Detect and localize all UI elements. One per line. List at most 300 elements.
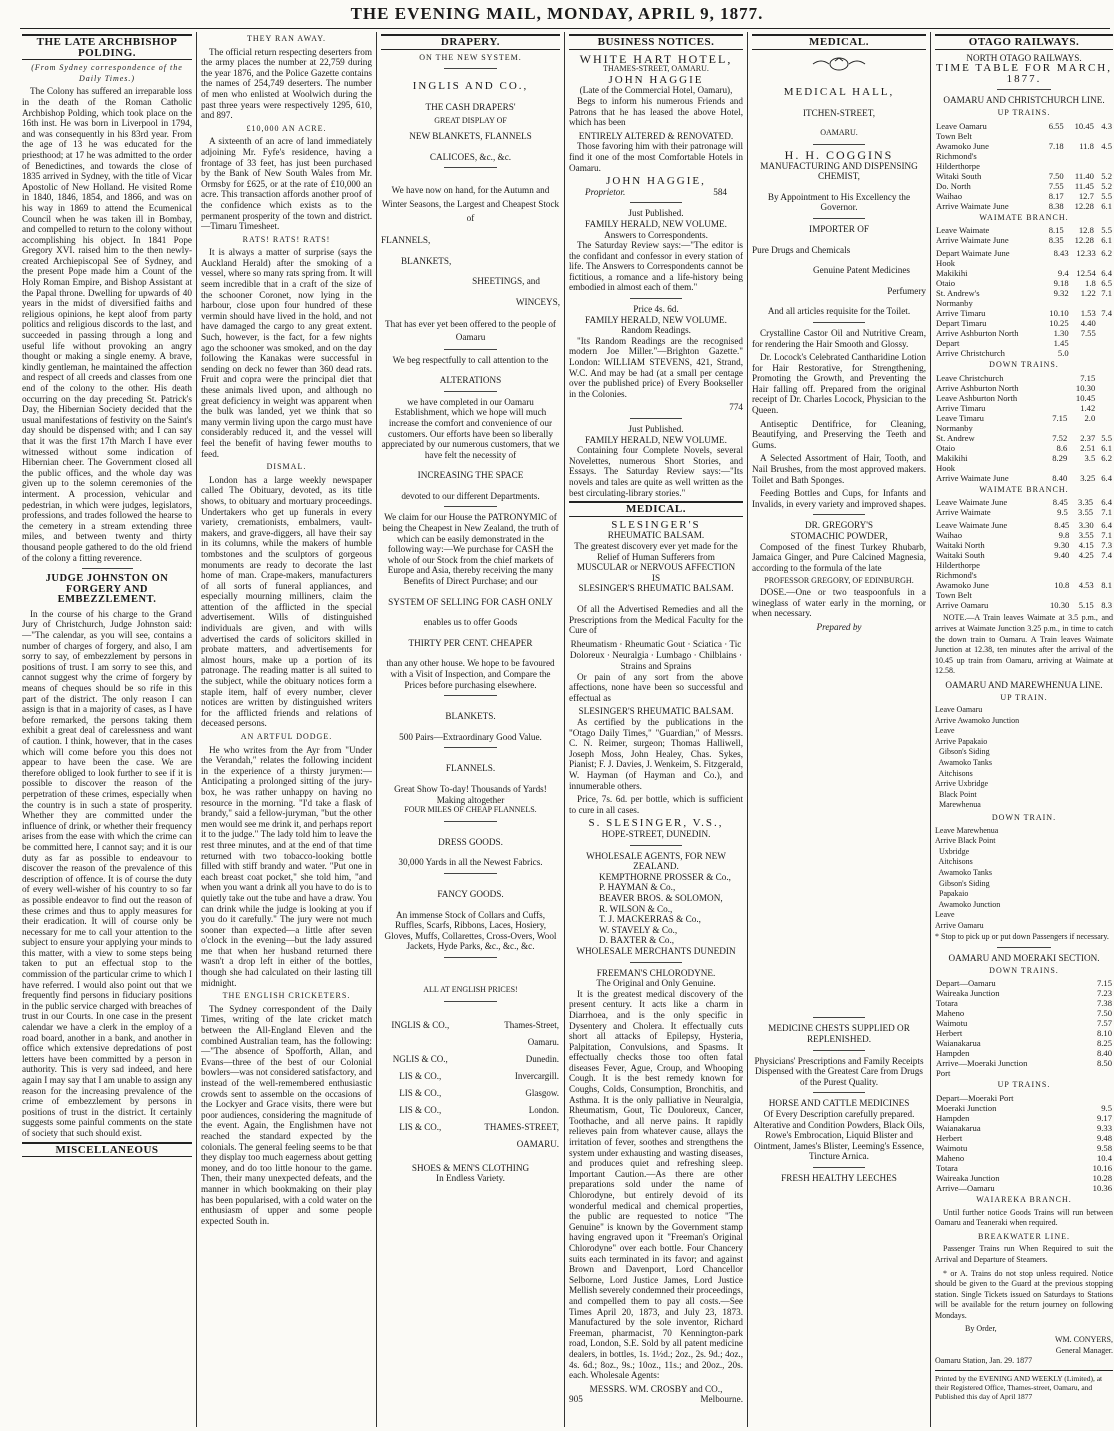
departure-time: 9.8	[1058, 530, 1070, 541]
departure-time: 6.1	[1101, 200, 1112, 211]
timetable-down	[935, 373, 1113, 483]
station-list	[935, 826, 1113, 932]
divider	[813, 1050, 865, 1051]
ad-title: MEDICINE CHESTS SUPPLIED OR REPLENISHED.	[768, 1023, 910, 1044]
timetable-row	[935, 1163, 1113, 1173]
section-heading-railways: OTAGO RAILWAYS.	[935, 34, 1113, 50]
timetable-row	[935, 151, 1113, 161]
departure-time: 1.45	[1053, 338, 1069, 349]
divider	[444, 506, 498, 507]
departure-time: 6.4	[1101, 268, 1112, 279]
station-name: Awamoko Tanks	[935, 758, 992, 768]
branch-name: WAIMATE BRANCH.	[979, 212, 1069, 222]
timetable-row	[935, 988, 1113, 998]
timetable-row	[935, 570, 1113, 580]
departure-time: 7.1	[1101, 507, 1112, 518]
ad-line: PROFESSOR GREGORY, OF EDINBURGH.	[764, 576, 914, 586]
departure-time	[1095, 570, 1113, 580]
departure-time: 7.52	[1052, 432, 1068, 443]
departure-time: 10.45	[1075, 392, 1096, 403]
station-name: Black Point	[935, 789, 977, 799]
ad-text: We beg respectfully to call attention to the	[392, 354, 549, 365]
source-note: (From Sydney correspondence of the Daily Times.)	[31, 63, 183, 83]
royal-arms-icon	[809, 57, 869, 71]
ad-line: 500 Pairs—Extraordinary Good Value.	[399, 731, 542, 742]
divider	[813, 322, 865, 323]
divider	[813, 1167, 865, 1168]
ad-text: By Appointment to His Excellency the Governor.	[767, 191, 911, 213]
ad-line: And all articles requisite for the Toilet.	[767, 306, 911, 317]
departure-time	[1070, 338, 1097, 348]
line-name: OAMARU AND MAREWHENUA LINE.	[945, 679, 1103, 690]
timetable-row	[935, 1048, 1113, 1058]
divider	[813, 218, 865, 219]
timetable-row	[935, 181, 1113, 191]
departure-time: 7.3	[1101, 540, 1112, 551]
ad-title: FREEMAN'S CHLORODYNE.	[596, 967, 716, 978]
departure-time	[1046, 423, 1068, 433]
ad-line: FLANNELS,	[381, 235, 431, 246]
ad-title: WHOLESALE AGENTS, FOR NEW ZEALAND.	[586, 850, 726, 872]
station-name: Depart Timaru	[936, 318, 987, 329]
departure-time: 7.50	[1096, 1008, 1112, 1019]
station-date: Oamaru Station, Jan. 29. 1877	[935, 1356, 1033, 1366]
station-name: Leave Waimate	[936, 225, 990, 236]
departure-time: 12.8	[1078, 225, 1094, 236]
ad-line: ALTERATIONS	[439, 375, 502, 386]
ad-line: FANCY GOODS.	[437, 888, 504, 899]
departure-time: 4.25	[1078, 550, 1094, 561]
branch-name: INGLIS & CO.,	[391, 1019, 450, 1030]
divider	[630, 202, 682, 203]
branch-name: LIS & CO.,	[399, 1104, 442, 1115]
departure-time	[1097, 338, 1113, 348]
proprietor-note: (Late of the Commercial Hotel, Oamaru),	[579, 85, 733, 96]
station-name: Arrive Timaru	[936, 308, 986, 319]
hotel-name: WHITE HART HOTEL,	[579, 51, 733, 66]
departure-time: 8.35	[1048, 235, 1064, 246]
branch-row	[381, 1051, 560, 1068]
departure-time	[1097, 318, 1113, 328]
timetable-row	[935, 318, 1113, 328]
station-name: Leave Christchurch	[936, 372, 1004, 383]
departure-time	[1046, 373, 1068, 383]
station-name: Gibson's Siding	[935, 878, 990, 888]
ad-text: Of Every Description carefully prepared. Alterative and Condition Powders, Black Oils, Rowe's Embrocation, Liquid Blister and Ointment, James's Blister, Leeming's Essence, Tincture Arnica.	[753, 1108, 925, 1162]
ad-line: NEW BLANKETS, FLANNELS	[409, 130, 532, 141]
column-business	[569, 32, 743, 1427]
departure-time: 11.8	[1079, 140, 1094, 151]
headline-dismal: DISMAL.	[266, 462, 307, 472]
station-name: Makikihi	[936, 268, 968, 279]
timetable-row	[935, 1068, 1113, 1078]
departure-time: 5.0	[1057, 348, 1069, 359]
departure-time	[1097, 348, 1113, 358]
departure-time	[1096, 383, 1113, 393]
departure-time: 7.18	[1048, 140, 1064, 151]
ad-line: enables us to offer Goods	[423, 617, 518, 628]
departure-time	[1068, 423, 1096, 433]
station-name: Arrive Black Point	[935, 836, 996, 846]
timetable-waimate-2	[935, 497, 1113, 517]
agent-item: BEAVER BROS. & SOLOMON,	[599, 892, 723, 903]
departure-time: 1.8	[1085, 278, 1096, 289]
departure-time: 7.38	[1096, 998, 1112, 1009]
branch-name: LIS & CO.,	[399, 1070, 442, 1081]
departure-time: 9.40	[1054, 550, 1070, 561]
station-list	[935, 705, 1113, 811]
imprint: Printed by the EVENING AND WEEKLY (Limited), at their Registered Office, Thames-street, Oamaru, and Published this day of April 1877	[935, 1373, 1103, 1401]
station-name: Totara	[936, 998, 958, 1009]
station-name: Arrive—Oamaru	[936, 1182, 995, 1193]
station-name: Leave Ashburton North	[936, 392, 1018, 403]
timetable-row	[935, 268, 1113, 278]
timetable-row	[935, 560, 1113, 570]
station-name: Waimotu	[936, 1018, 968, 1029]
ad-line: OAMARU.	[820, 128, 858, 138]
station-name: Awamoko June	[936, 580, 989, 591]
station-name: Arrive Papakaio	[935, 736, 988, 746]
station-name: Normanby	[936, 422, 973, 433]
station-name: Gibson's Siding	[935, 747, 990, 757]
departure-time: 9.17	[1096, 1112, 1112, 1123]
departure-time	[1046, 393, 1068, 403]
ad-line: FOUR MILES OF CHEAP FLANNELS.	[404, 805, 537, 815]
departure-time: 11.45	[1074, 180, 1094, 191]
departure-time: 8.45	[1054, 520, 1070, 531]
ad-line: WINCEYS,	[515, 296, 560, 307]
station-name: Waihao	[936, 190, 963, 201]
ad-text: That has ever yet been offered to the people of Oamaru	[384, 318, 556, 342]
timetable-row	[935, 348, 1113, 358]
station-name: Arrive—Moeraki Junction	[936, 1058, 1028, 1069]
departure-time: 7.1	[1101, 288, 1112, 299]
divider	[444, 1001, 498, 1002]
departure-time	[1046, 463, 1068, 473]
direction: DOWN TRAINS.	[989, 965, 1059, 975]
station-name: Arrive Ashburton North	[936, 328, 1019, 339]
branch-place: Dunedin.	[525, 1053, 559, 1064]
departure-time: 7.4	[1101, 308, 1112, 319]
timetable-row	[935, 1123, 1113, 1133]
station-name: Moeraki Junction	[936, 1102, 997, 1113]
departure-time	[1065, 151, 1095, 161]
departure-time: 8.50	[1096, 1058, 1112, 1069]
station-name: Town Belt	[936, 590, 972, 601]
column-drapery	[381, 32, 560, 1427]
ad-text: Feeding Bottles and Cups, for Infants and Invalids, in every variety and improved shapes.	[752, 488, 926, 509]
departure-time	[1096, 393, 1113, 403]
ad-footer	[569, 187, 743, 198]
ad-text: DOSE.—One or two teaspoonfuls in a wineglass of water early in the morning, or when necessary.	[752, 586, 926, 619]
departure-time: 9.58	[1096, 1142, 1112, 1153]
departure-time: 9.5	[1101, 1102, 1112, 1113]
departure-time: 2.37	[1080, 432, 1096, 443]
ad-line: INCREASING THE SPACE	[417, 470, 524, 481]
timetable-row	[935, 1058, 1113, 1068]
departure-time: 6.55	[1048, 120, 1064, 131]
departure-time: 2.51	[1080, 442, 1096, 453]
column-railways	[935, 32, 1113, 1427]
departure-time: 3.35	[1078, 497, 1094, 508]
station-name: Leave Oamaru	[936, 120, 987, 131]
station-name: Uxbridge	[935, 846, 970, 856]
timetable-row	[935, 600, 1113, 610]
departure-time	[1095, 151, 1113, 161]
departure-time: 10.10	[1049, 308, 1069, 319]
departure-time	[1041, 161, 1065, 171]
ad-signature: JOHN HAGGIE,	[606, 175, 706, 188]
article-text: It is always a matter of surprise (says the Auckland Herald) after the smoking of a vessel, where so many rats spring from. It will seem incredible that in a craft of the size of the schooner Coronet, now lying in the harbour, close upon four hundred of these vermin should have lived in the hold, and not have damaged the cargo to any great extent. Such, however, is the fact, for a few nights ago the schooner was smoked, and on the day following the Kanakas were successful in sending on deck no fewer than 360 dead rats. Fruit and copra were the principal diet that these animals lived upon, and although no great deficiency in weight was apparent when the bulk was landed, yet we think that so many vermin living upon the cargo must have considerably reduced it, and the vessel will feel the benefit of having fewer mouths to feed.	[201, 247, 372, 459]
departure-time: 7.23	[1096, 988, 1112, 999]
ad-text: A Selected Assortment of Hair, Tooth, and Nail Brushes, from the most approved makers. Toilet and Bath Sponges.	[752, 453, 926, 485]
ad-text: Of all the Advertised Remedies and all the Prescriptions from the Medical Faculty for the Cure of	[569, 603, 743, 636]
ad-title: DR. GREGORY'S	[804, 520, 874, 531]
departure-time: 7.15	[1080, 372, 1096, 383]
timetable-row	[935, 453, 1113, 463]
ad-line: Just Published.	[628, 424, 684, 434]
station-name: Arrive Waimate June	[936, 200, 1009, 211]
divider	[82, 568, 133, 569]
departure-time: 8.6	[1056, 442, 1068, 453]
station-name: St. Andrew	[936, 432, 975, 443]
direction: UP TRAINS.	[997, 1080, 1051, 1090]
ad-title: FAMILY HERALD, NEW VOLUME.	[585, 218, 727, 229]
station-name: Depart—Moeraki Port	[936, 1092, 1014, 1103]
station-name: Herbert	[936, 1028, 963, 1039]
hall-name: MEDICAL HALL,	[783, 86, 895, 99]
branch-name: WAIAREKA BRANCH.	[976, 1194, 1072, 1204]
station-name: Waianakarua	[936, 1038, 981, 1049]
divider	[630, 418, 682, 419]
station-name: Leave Waimate June	[936, 497, 1008, 508]
ad-line: devoted to our different Departments.	[401, 490, 540, 501]
departure-time: 5.5	[1101, 432, 1112, 443]
ad-text: Composed of the finest Turkey Rhubarb, Jamaica Ginger, and Pure Calcined Magnesia, according to the formula of the late	[752, 541, 926, 573]
departure-time	[1095, 560, 1113, 570]
ad-text: Dr. Locock's Celebrated Cantharidine Lotion for Hair Restorative, for Strengthening, Promoting the Growth, and Preventing the Hair falling off. Prepared from the original receipt of Dr. Charles Locock, Physician to the Queen.	[752, 352, 926, 416]
ad-line: ITCHEN-STREET,	[802, 107, 876, 118]
ad-line: MESSRS. WM. CROSBY and CO.,	[589, 1383, 723, 1394]
branch-place: THAMES-STREET,	[484, 1121, 559, 1132]
ad-line: Perfumery	[887, 285, 926, 296]
ad-text: Those favoring him with their patronage will find it one of the most Comfortable Hotels in Oamaru.	[569, 141, 743, 173]
timetable-row	[935, 433, 1113, 443]
branch-row	[381, 1136, 560, 1153]
timetable-moeraki-up	[935, 1093, 1113, 1193]
branch-name	[381, 1136, 460, 1153]
branch-place: Oamaru.	[527, 1036, 559, 1047]
timetable-up	[935, 121, 1113, 211]
timetable-moeraki-down	[935, 978, 1113, 1078]
departure-time: 4.40	[1080, 318, 1096, 329]
ad-text: Crystalline Castor Oil and Nutritive Cream, for rendering the Hair Smooth and Glossy.	[752, 327, 926, 349]
station-name: Otaio	[936, 278, 956, 289]
ad-number: 905	[569, 1394, 583, 1405]
timetable-row	[935, 998, 1113, 1008]
departure-time: 5.15	[1078, 600, 1094, 611]
ad-text: The greatest discovery ever yet made for the Relief of Human Sufferers from	[574, 540, 738, 562]
branch-row	[381, 1068, 560, 1085]
ad-city: Melbourne.	[700, 1394, 743, 1405]
departure-time: 8.29	[1052, 452, 1068, 463]
departure-time	[1065, 131, 1095, 141]
departure-time: 5.2	[1101, 170, 1112, 181]
column-divider	[196, 32, 197, 1427]
direction: DOWN TRAIN.	[991, 813, 1057, 823]
timetable-row	[935, 590, 1113, 600]
branch-name: LIS & CO.,	[399, 1087, 442, 1098]
departure-time: 5.5	[1101, 225, 1112, 236]
proprietor-name: H. H. COGGINS	[784, 147, 894, 162]
section-heading-drapery: DRAPERY.	[381, 34, 560, 50]
agent-item: T. J. MACKERRAS & Co.,	[599, 914, 701, 925]
departure-time	[1097, 298, 1113, 308]
timetable-row	[935, 1028, 1113, 1038]
departure-time: 12.28	[1074, 200, 1094, 211]
masthead: THE EVENING MAIL, MONDAY, APRIL 9, 1877.	[350, 4, 764, 23]
station-name: Waianakarua	[936, 1122, 981, 1133]
departure-time: 7.4	[1101, 550, 1112, 561]
departure-time: 3.30	[1078, 520, 1094, 531]
timetable-row	[935, 580, 1113, 590]
timetable-row	[935, 1008, 1113, 1018]
timetable-row	[935, 383, 1113, 393]
departure-time	[1043, 258, 1070, 268]
order-line: By Order,	[965, 1324, 997, 1334]
branch-row	[381, 1034, 560, 1051]
headline-archbishop: THE LATE ARCHBISHOP POLDING.	[22, 34, 192, 60]
timetable-row	[935, 373, 1113, 383]
article-text: In the course of his charge to the Grand Jury of Christchurch, Judge Johnston said:—"The calendar, as you will see, contains a number of charges of forgery, and also, I am sorry to say, of embezzlement by persons in positions of trust. I am sorry to see this, and cannot suggest why the crime of forgery by means of cheques should be so rife in this part of the district. The only reason I can assign is that in a majority of cases, as I have before remarked, the persons taking them exhibit a great deal of carelessness and want of caution. I think, however, that in the cases which will come before you this does not appear to have been the case. We are therefore obliged to look further to see if it is possible to discover the reason of the perpetration of these crimes, especially when the country is in such a state of prosperity. Whether they are committed under the influence of drink, or whether their frequency arises from the ease with which the crime can be committed here, I cannot say; and it is our duty as far as possible to endeavour to discover the reason of the prevalence of this description of offence. It is of course the duty of every well-wisher of his country to so far as possible endeavor to find out the reason of these crimes and thus to apply measures for their eradication. It will of course only be necessary for me to call your attention to the subject to ensure your applying your minds to this matter, with a view to some steps being taken to put an effectual stop to the commission of the particular crime to which I have referred. I would also point out that we frequently find persons in fiduciary positions in the public service charged with breaches of trust in our Courts. In one case in the present calendar we have a clerk in the employ of a road board, another in a bank, and another in office which extensive depredations of post letters have been committed by a person in authority. This is very sad indeed, and here again I may say that I am unable to assign any reason for the increasing prevalence of the crime of embezzlement by persons in positions of trust in the district. It certainly suggests some painful comments on the state of society that such should exist.	[22, 608, 192, 1138]
timetable-row	[935, 413, 1113, 423]
timetable-row	[935, 1173, 1113, 1183]
ad-number: 584	[713, 186, 727, 197]
departure-time: 12.54	[1076, 268, 1096, 279]
station-name: Normanby	[936, 298, 973, 309]
timetable-row	[935, 473, 1113, 483]
direction: UP TRAINS.	[997, 107, 1051, 117]
divider	[444, 747, 498, 748]
agent-item: P. HAYMAN & Co.,	[599, 882, 676, 893]
departure-time	[1041, 131, 1065, 141]
divider	[630, 962, 682, 963]
ad-text: Physicians' Prescriptions and Family Receipts Dispensed with the Greatest Care from Drugs of the Purest Quality.	[754, 1055, 924, 1087]
timetable-row	[935, 423, 1113, 433]
timetable-row	[935, 393, 1113, 403]
column-divider	[747, 32, 748, 1427]
station-name: Arrive Christchurch	[936, 348, 1005, 359]
hotel-address: THAMES-STREET, OAMARU.	[603, 64, 709, 74]
ad-text: An immense Stock of Collars and Cuffs, Ruffles, Scarfs, Ribbons, Laces, Hosiery, Gloves, Muffs, Collarettes, Cross-Overs, Wool Jackets, Hyde Parks, &c., &c., &c.	[384, 909, 557, 952]
station-name: Hook	[936, 258, 956, 269]
departure-time	[1070, 590, 1094, 600]
ad-line: SHEETINGS, and	[472, 276, 540, 287]
branch-name: NGLIS & CO.,	[392, 1053, 448, 1064]
timetable-row	[935, 520, 1113, 530]
departure-time: 8.43	[1053, 248, 1069, 259]
departure-time: 7.57	[1096, 1018, 1112, 1029]
ad-text: We have now on hand, for the Autumn and Winter Seasons, the Largest and Cheapest Stock of	[381, 185, 560, 224]
departure-time: 7.15	[1096, 978, 1112, 989]
ad-line: THIRTY PER CENT. CHEAPER	[408, 637, 533, 648]
departure-time: 1.42	[1080, 402, 1096, 413]
section-heading-medical: MEDICAL.	[569, 501, 743, 517]
timetable-row	[935, 507, 1113, 517]
timetable-row	[935, 1133, 1113, 1143]
departure-time	[1096, 463, 1113, 473]
station-name: Aitchisons	[935, 768, 973, 778]
article-text: He who writes from the Ayr from "Under the Verandah," relates the following incident in the experience of a thirsty jurymen:—Anticipating a prolonged sitting of the jury-box, he was rather unhappy on having no resource in the morning. "I'd take a flask of brandy," said a fellow-juryman, "but the other men would see me drink it, and perhaps report it to the judge." The lady told him to leave the rest three minutes, and at the end of that time returned with two tobacco-looking bottle filled with stiff brandy and water. "Put one in each breast coat pocket," she told him, "and when you want a drink all you have to do is to quietly take out the tube and have a draw. You can drink while the judge is looking at you if you do it carefully." The jury were not much sooner than expected—a little after seven o'clock in the evening—but the lady assured me that when her husband returned there wasn't a drop left in either of the bottles, though she had calculated on their lasting till midnight.	[201, 744, 372, 988]
ad-title: FAMILY HERALD, NEW VOLUME.	[585, 314, 727, 325]
ad-subheading: NORTH OTAGO RAILWAYS.	[966, 52, 1082, 63]
timetable-row	[935, 225, 1113, 235]
departure-time: 6.5	[1101, 278, 1112, 289]
departure-time: 7.1	[1101, 530, 1112, 541]
departure-time: 7.55	[1080, 328, 1096, 339]
divider	[813, 1092, 865, 1093]
station-name: Waihao	[936, 530, 963, 541]
branch-name: LIS & CO.,	[399, 1121, 442, 1132]
agent-item: R. WILSON & Co.,	[599, 903, 673, 914]
timetable-row	[935, 1183, 1113, 1193]
divider	[444, 391, 498, 392]
departure-time	[1096, 373, 1113, 383]
station-name: Arrive Uxbridge	[935, 779, 989, 789]
column-news-2	[201, 32, 372, 1427]
departure-time	[1040, 560, 1071, 570]
departure-time	[1041, 151, 1065, 161]
departure-time: 10.45	[1074, 120, 1094, 131]
departure-time	[1096, 403, 1113, 413]
ad-text: Begs to inform his numerous Friends and Patrons that he has leased the above Hotel, which has been	[569, 95, 743, 128]
departure-time: 6.1	[1101, 442, 1112, 453]
divider	[444, 957, 498, 958]
timetable-note: NOTE.—A Train leaves Waimate at 3.5 p.m., and arrives at Waimate Junction 3.25 p.m., in time to catch the down train to Oamaru. A Train leaves Waimate Junction at 12.38, ten minutes after the arrival of the 10.45 up train from Oamaru, arriving at Waimate at 12.58.	[935, 613, 1113, 676]
article-text: The Sydney correspondent of the Daily Times, writing of the late cricket match between the All-England Eleven and the combined Australian team, has the following:—"The absence of Spofforth, Allan, and Evans—three of the best of our Colonial bowlers—was not considered satisfactory, and instead of the well-remembered enthusiastic crowds sent to assemble on the occasions of the Lockyer and Grace visits, there were but poor audiences, considering the magnitude of the event. Again, the Englishmen have not reached the standard expected by the colonials. The general feeling seems to be that they display too much eagerness about getting money, and do too little honour to the game. Then, their many unexpected defeats, and the manner in which bookmaking on their play has been popularised, with a cold water on the enthusiasm of upper and some people expected South in.	[201, 1003, 372, 1226]
column-divider	[564, 32, 565, 1427]
branch-name	[381, 1034, 460, 1051]
departure-time: 10.16	[1092, 1162, 1112, 1173]
branch-name: WAIMATE BRANCH.	[979, 484, 1069, 494]
departure-time: 9.4	[1057, 268, 1069, 279]
departure-time: 2.0	[1084, 412, 1096, 423]
divider	[997, 947, 1050, 948]
station-name: Marewhenua	[935, 800, 981, 810]
ad-line: ENTIRELY ALTERED & RENOVATED.	[578, 130, 734, 141]
column-news-1	[22, 32, 192, 1427]
station-name: Papakaio	[935, 889, 969, 899]
departure-time: 12.33	[1076, 248, 1096, 259]
departure-time: 5.5	[1101, 190, 1112, 201]
ad-line: 30,000 Yards in all the Newest Fabrics.	[398, 857, 543, 868]
ad-number: 774	[729, 402, 743, 413]
departure-time: 3.55	[1078, 530, 1094, 541]
station-name: Hilderthorpe	[936, 160, 980, 171]
departure-time	[1068, 463, 1096, 473]
departure-time	[1095, 590, 1113, 600]
ad-text: Containing four Complete Novels, several Novelettes, numerous Short Stories, and Essays. The Saturday Review says:—"Its novels and tales are quite as well written as the best circulating-library stories."	[569, 445, 743, 498]
departure-time: 7.15	[1052, 412, 1068, 423]
timetable-note: Until further notice Goods Trains will run between Oamaru and Teaneraki when required.	[935, 1207, 1113, 1228]
departure-time	[1097, 328, 1113, 338]
headline-acre: £10,000 AN ACRE.	[246, 123, 327, 133]
station-name: Waitaki South	[936, 550, 985, 561]
column-divider	[930, 32, 931, 1427]
departure-time	[1096, 413, 1113, 423]
divider	[444, 349, 498, 350]
branch-place: OAMARU.	[516, 1138, 559, 1149]
